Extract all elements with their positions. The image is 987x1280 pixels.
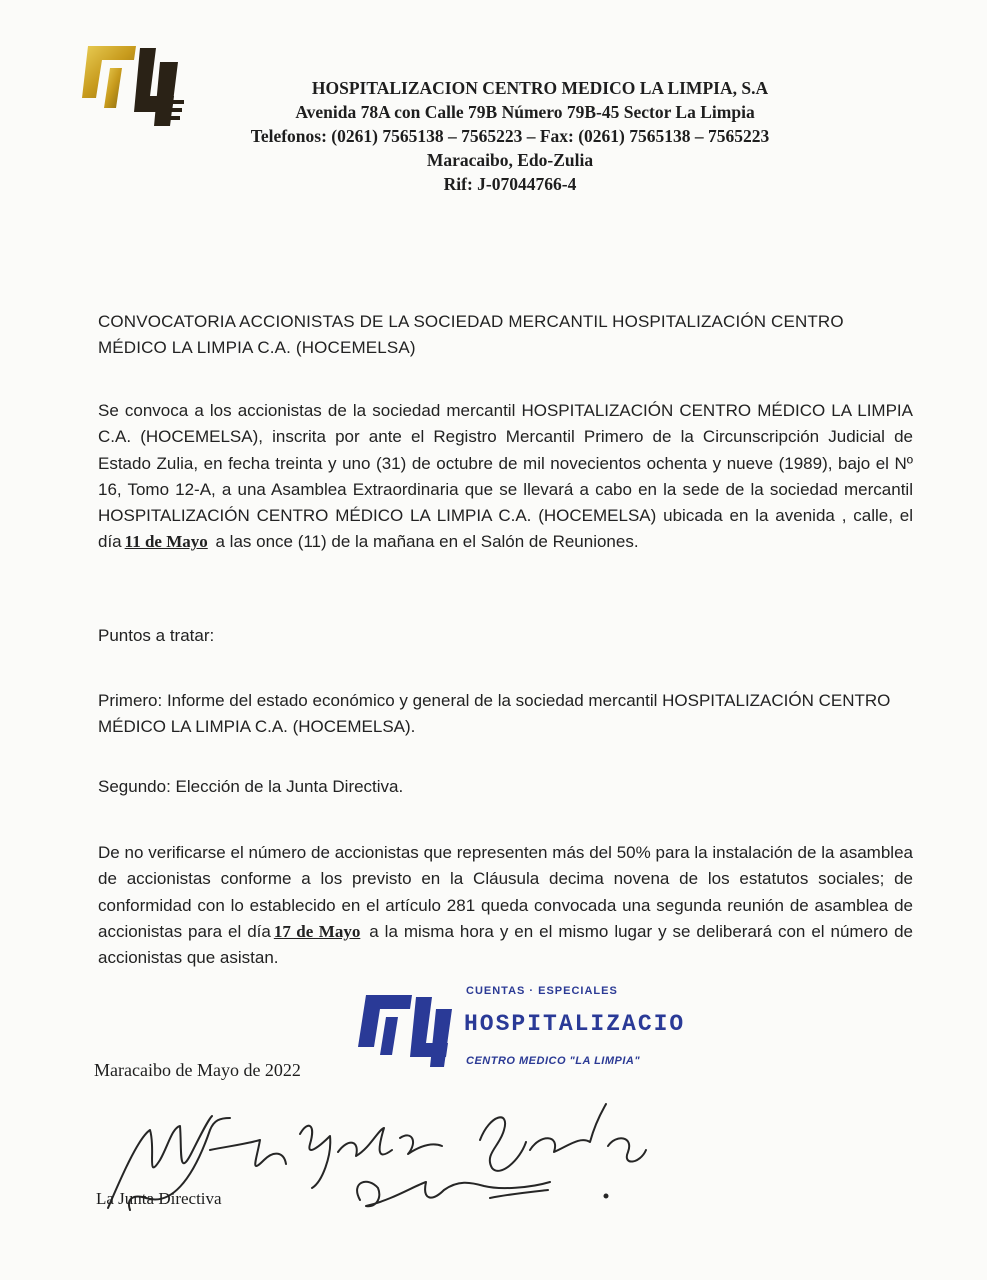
place-date: Maracaibo de Mayo de 2022 bbox=[94, 1060, 301, 1080]
company-city: Maracaibo, Edo-Zulia bbox=[426, 150, 594, 170]
convocation-paragraph bbox=[98, 398, 913, 556]
paragraph-text: a la misma hora y en el mismo lugar y se deliberará con el número de accionistas que asistan. bbox=[98, 921, 913, 968]
company-stamp bbox=[352, 985, 702, 1080]
second-meeting-date: 17 de Mayo bbox=[273, 921, 361, 941]
signatory-label: La Junta Directiva bbox=[96, 1189, 222, 1208]
paragraph-text: a las once (11) de la mañana en el Salón de Reuniones. bbox=[215, 532, 639, 552]
stamp-logo-icon bbox=[352, 989, 464, 1069]
stamp-top-text: CUENTAS · ESPECIALES bbox=[466, 985, 618, 997]
paragraph-text: Se convoca a los accionistas de la sociedad mercantil HOSPITALIZACIÓN CENTRO MÉDICO LA LIMPIA C.A. (HOCEMELSA), inscrita por ante el Registro Mercantil Primero de la Circunscripción Judicial de Estado Zulia, en fecha treinta y uno (31) de octubre de mil novecientos ochenta y nueve (1989), bajo el Nº 16, Tomo 12-A, a una Asamblea Extraordinaria que se llevará a cabo en la sede de la sociedad mercantil HOSPITALIZACIÓN CENTRO MÉDICO LA LIMPIA C.A. (HOCEMELSA) ubicada en la avenida , calle, el día bbox=[98, 401, 913, 552]
paragraph-text: De no verificarse el número de accionistas que representen más del 50% para la instalación de la asamblea de accionistas conforme a los previsto en la Cláusula decima novena de los estatutos sociales; de conformidad con lo establecido en el artículo 281 queda convocada una segunda reunión de asamblea de accionistas para el día bbox=[98, 843, 913, 941]
company-address: Avenida 78A con Calle 79B Número 79B-45 Sector La Limpia bbox=[295, 102, 755, 122]
stamp-bottom-text: CENTRO MEDICO "LA LIMPIA" bbox=[466, 1055, 641, 1067]
meeting-date: 11 de Mayo bbox=[124, 532, 208, 552]
agenda-item-second: Segundo: Elección de la Junta Directiva. bbox=[98, 777, 404, 796]
stamp-main-text: HOSPITALIZACIO bbox=[464, 1011, 686, 1037]
second-call-paragraph bbox=[98, 840, 913, 971]
agenda-item-first: Primero: Informe del estado económico y general de la sociedad mercantil HOSPITALIZACIÓN CENTRO MÉDICO LA LIMPIA C.A. (HOCEMELSA). bbox=[98, 691, 891, 737]
agenda-heading: Puntos a tratar: bbox=[98, 626, 215, 645]
company-phones: Telefonos: (0261) 7565138 – 7565223 – Fax: (0261) 7565138 – 7565223 bbox=[250, 126, 770, 146]
handwritten-signature-icon bbox=[60, 1090, 660, 1230]
letterhead bbox=[190, 76, 830, 196]
document-title: CONVOCATORIA ACCIONISTAS DE LA SOCIEDAD MERCANTIL HOSPITALIZACIÓN CENTRO MÉDICO LA LIMPIA C.A. (HOCEMELSA) bbox=[98, 312, 844, 358]
company-rif: Rif: J-07044766-4 bbox=[443, 174, 577, 194]
company-logo-icon bbox=[74, 38, 194, 130]
company-name: HOSPITALIZACION CENTRO MEDICO LA LIMPIA, S.A bbox=[311, 78, 769, 98]
